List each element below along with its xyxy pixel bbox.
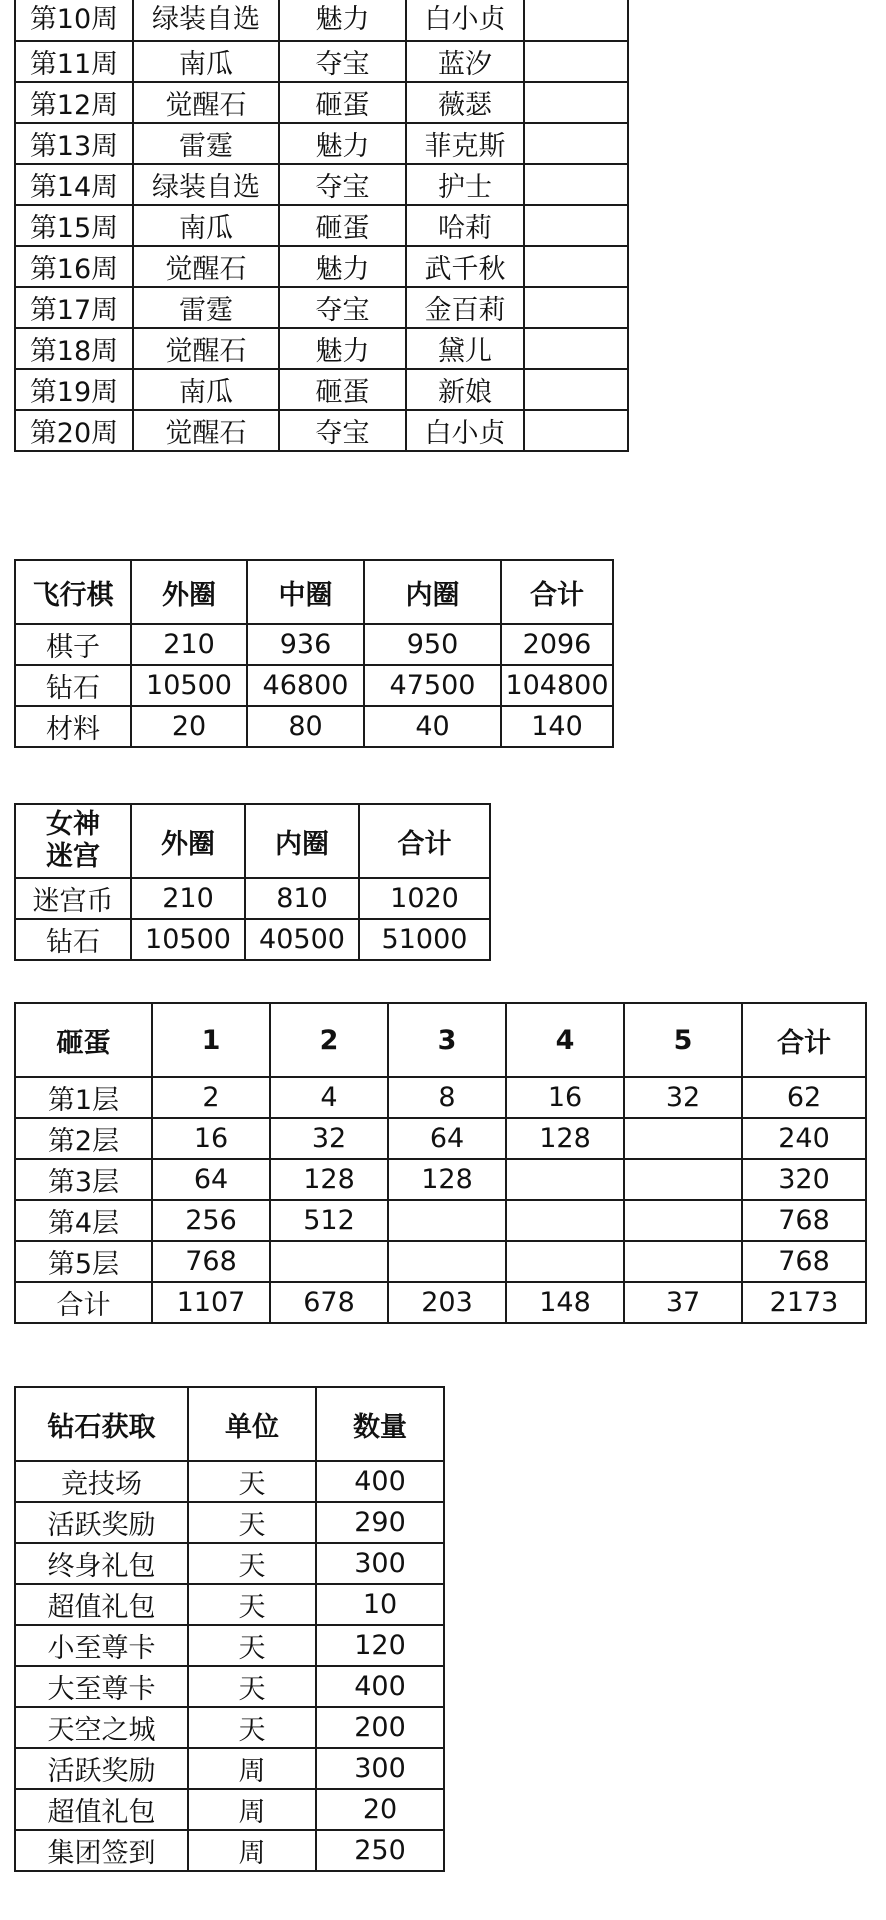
table-cell: 128	[506, 1118, 624, 1159]
table-cell: 觉醒石	[133, 82, 279, 123]
table-row	[15, 919, 490, 960]
table-row	[15, 123, 628, 164]
table-cell: 64	[388, 1118, 506, 1159]
table-row	[15, 246, 628, 287]
table-cell: 第1层	[15, 1077, 152, 1118]
table-cell: 936	[247, 624, 364, 665]
table-cell	[506, 1159, 624, 1200]
table-row	[15, 41, 628, 82]
table-cell: 第18周	[15, 328, 133, 369]
table-cell: 夺宝	[279, 410, 406, 451]
table-cell: 第14周	[15, 164, 133, 205]
table-cell: 活跃奖励	[15, 1748, 188, 1789]
table-row	[15, 1502, 444, 1543]
table-row	[15, 1282, 866, 1323]
table-cell: 觉醒石	[133, 410, 279, 451]
table-cell: 棋子	[15, 624, 131, 665]
table-cell: 第5层	[15, 1241, 152, 1282]
table-row	[15, 1118, 866, 1159]
table-cell: 绿装自选	[133, 0, 279, 41]
table-cell: 46800	[247, 665, 364, 706]
table-cell: 天	[188, 1666, 316, 1707]
table-cell: 40500	[245, 919, 359, 960]
table-cell: 256	[152, 1200, 270, 1241]
table-cell: 140	[501, 706, 613, 747]
table-cell: 天空之城	[15, 1707, 188, 1748]
table-cell: 绿装自选	[133, 164, 279, 205]
header-cell: 4	[506, 1003, 624, 1077]
table-cell: 天	[188, 1584, 316, 1625]
header-cell: 钻石获取	[15, 1387, 188, 1461]
table-cell: 超值礼包	[15, 1789, 188, 1830]
table-cell: 400	[316, 1461, 444, 1502]
table-cell: 第4层	[15, 1200, 152, 1241]
table-cell: 哈莉	[406, 205, 524, 246]
table-row	[15, 706, 613, 747]
table-row	[15, 1830, 444, 1871]
table-row	[15, 665, 613, 706]
table-cell	[388, 1200, 506, 1241]
table-cell: 32	[270, 1118, 388, 1159]
table-cell	[524, 164, 628, 205]
table-cell: 203	[388, 1282, 506, 1323]
table-cell: 薇瑟	[406, 82, 524, 123]
table-row	[15, 1077, 866, 1118]
table-cell	[388, 1241, 506, 1282]
table-cell: 魅力	[279, 328, 406, 369]
table-row	[15, 1200, 866, 1241]
table-row	[15, 1748, 444, 1789]
table-cell: 新娘	[406, 369, 524, 410]
header-cell: 1	[152, 1003, 270, 1077]
table-cell: 雷霆	[133, 287, 279, 328]
table-cell	[524, 246, 628, 287]
table-cell	[506, 1241, 624, 1282]
table-cell	[624, 1118, 742, 1159]
header-cell: 5	[624, 1003, 742, 1077]
table-cell: 8	[388, 1077, 506, 1118]
table-cell: 37	[624, 1282, 742, 1323]
table-cell	[524, 287, 628, 328]
table-header-row	[15, 804, 490, 878]
table-cell: 护士	[406, 164, 524, 205]
table-row	[15, 1159, 866, 1200]
table-cell: 材料	[15, 706, 131, 747]
table-cell: 62	[742, 1077, 866, 1118]
table-cell: 2173	[742, 1282, 866, 1323]
table-cell: 白小贞	[406, 0, 524, 41]
table-cell: 天	[188, 1461, 316, 1502]
table-cell: 合计	[15, 1282, 152, 1323]
table-cell: 天	[188, 1707, 316, 1748]
table-header-row	[15, 1003, 866, 1077]
header-cell: 内圈	[245, 804, 359, 878]
table-cell: 夺宝	[279, 164, 406, 205]
table-cell: 240	[742, 1118, 866, 1159]
table-cell: 16	[152, 1118, 270, 1159]
table-cell: 1020	[359, 878, 490, 919]
table-cell: 20	[131, 706, 247, 747]
table-cell: 400	[316, 1666, 444, 1707]
table-cell: 钻石	[15, 919, 131, 960]
table-cell: 210	[131, 878, 245, 919]
table-cell: 菲克斯	[406, 123, 524, 164]
table-cell: 678	[270, 1282, 388, 1323]
table-cell: 砸蛋	[279, 205, 406, 246]
table-cell: 第15周	[15, 205, 133, 246]
table-cell: 128	[388, 1159, 506, 1200]
table-row	[15, 0, 628, 41]
table-cell: 512	[270, 1200, 388, 1241]
table-cell: 64	[152, 1159, 270, 1200]
table-cell: 290	[316, 1502, 444, 1543]
table-cell: 32	[624, 1077, 742, 1118]
table-cell: 白小贞	[406, 410, 524, 451]
table-cell	[524, 410, 628, 451]
diamond-sources-table	[14, 1386, 445, 1872]
weekly-schedule-table	[14, 0, 629, 452]
table-cell: 钻石	[15, 665, 131, 706]
table-cell: 第17周	[15, 287, 133, 328]
header-cell: 2	[270, 1003, 388, 1077]
header-cell: 中圈	[247, 560, 364, 624]
table-cell: 2096	[501, 624, 613, 665]
table-cell: 第13周	[15, 123, 133, 164]
table-cell: 10500	[131, 665, 247, 706]
table-cell: 周	[188, 1748, 316, 1789]
header-cell: 女神 迷宫	[15, 804, 131, 878]
table-cell: 觉醒石	[133, 328, 279, 369]
table-cell: 120	[316, 1625, 444, 1666]
table-cell: 148	[506, 1282, 624, 1323]
table-cell: 南瓜	[133, 205, 279, 246]
table-cell: 40	[364, 706, 501, 747]
egg-smash-table	[14, 1002, 867, 1324]
table-cell: 第12周	[15, 82, 133, 123]
table-cell: 砸蛋	[279, 82, 406, 123]
table-cell: 第2层	[15, 1118, 152, 1159]
table-cell: 16	[506, 1077, 624, 1118]
table-cell: 砸蛋	[279, 369, 406, 410]
flight-chess-table	[14, 559, 614, 748]
table-cell: 第16周	[15, 246, 133, 287]
table-cell: 20	[316, 1789, 444, 1830]
table-header-row	[15, 1387, 444, 1461]
table-cell	[524, 369, 628, 410]
table-cell: 300	[316, 1543, 444, 1584]
table-cell: 第3层	[15, 1159, 152, 1200]
table-cell	[524, 82, 628, 123]
table-cell: 第10周	[15, 0, 133, 41]
header-cell: 合计	[501, 560, 613, 624]
table-row	[15, 1707, 444, 1748]
table-cell: 768	[742, 1241, 866, 1282]
table-cell: 128	[270, 1159, 388, 1200]
table-row	[15, 1666, 444, 1707]
table-cell: 迷宫币	[15, 878, 131, 919]
table-cell: 第20周	[15, 410, 133, 451]
table-cell: 武千秋	[406, 246, 524, 287]
table-cell: 47500	[364, 665, 501, 706]
table-row	[15, 1584, 444, 1625]
table-cell: 夺宝	[279, 287, 406, 328]
table-cell: 集团签到	[15, 1830, 188, 1871]
header-cell: 飞行棋	[15, 560, 131, 624]
table-row	[15, 164, 628, 205]
table-cell: 80	[247, 706, 364, 747]
table-cell	[270, 1241, 388, 1282]
table-cell: 天	[188, 1543, 316, 1584]
table-cell	[624, 1200, 742, 1241]
table-cell: 天	[188, 1625, 316, 1666]
table-cell: 第11周	[15, 41, 133, 82]
table-row	[15, 328, 628, 369]
table-cell: 活跃奖励	[15, 1502, 188, 1543]
table-cell: 300	[316, 1748, 444, 1789]
table-cell: 南瓜	[133, 369, 279, 410]
table-cell	[624, 1159, 742, 1200]
table-cell	[624, 1241, 742, 1282]
table-cell: 950	[364, 624, 501, 665]
table-row	[15, 287, 628, 328]
table-cell	[524, 328, 628, 369]
table-row	[15, 1543, 444, 1584]
header-cell: 3	[388, 1003, 506, 1077]
table-cell	[506, 1200, 624, 1241]
header-cell: 内圈	[364, 560, 501, 624]
table-cell: 天	[188, 1502, 316, 1543]
table-cell: 2	[152, 1077, 270, 1118]
header-cell: 外圈	[131, 804, 245, 878]
table-cell: 周	[188, 1830, 316, 1871]
table-cell: 超值礼包	[15, 1584, 188, 1625]
table-cell: 10	[316, 1584, 444, 1625]
table-cell: 320	[742, 1159, 866, 1200]
table-cell: 大至尊卡	[15, 1666, 188, 1707]
table-row	[15, 1241, 866, 1282]
table-cell: 51000	[359, 919, 490, 960]
table-cell: 黛儿	[406, 328, 524, 369]
header-cell: 单位	[188, 1387, 316, 1461]
table-cell: 蓝汐	[406, 41, 524, 82]
header-cell: 合计	[742, 1003, 866, 1077]
table-cell	[524, 0, 628, 41]
table-cell: 竞技场	[15, 1461, 188, 1502]
table-cell	[524, 123, 628, 164]
table-cell: 4	[270, 1077, 388, 1118]
table-cell	[524, 205, 628, 246]
table-cell: 第19周	[15, 369, 133, 410]
table-row	[15, 1461, 444, 1502]
table-cell: 810	[245, 878, 359, 919]
table-header-row	[15, 560, 613, 624]
header-cell: 砸蛋	[15, 1003, 152, 1077]
table-row	[15, 369, 628, 410]
table-row	[15, 878, 490, 919]
table-cell: 200	[316, 1707, 444, 1748]
table-cell: 1107	[152, 1282, 270, 1323]
table-cell: 周	[188, 1789, 316, 1830]
table-row	[15, 1625, 444, 1666]
table-row	[15, 1789, 444, 1830]
goddess-maze-table	[14, 803, 491, 961]
table-row	[15, 410, 628, 451]
table-row	[15, 205, 628, 246]
table-cell: 768	[742, 1200, 866, 1241]
header-cell: 合计	[359, 804, 490, 878]
table-cell: 104800	[501, 665, 613, 706]
table-cell: 250	[316, 1830, 444, 1871]
table-cell: 南瓜	[133, 41, 279, 82]
header-cell: 数量	[316, 1387, 444, 1461]
table-cell: 210	[131, 624, 247, 665]
table-cell: 魅力	[279, 246, 406, 287]
table-cell: 10500	[131, 919, 245, 960]
table-cell: 夺宝	[279, 41, 406, 82]
table-row	[15, 82, 628, 123]
table-cell: 768	[152, 1241, 270, 1282]
table-cell: 魅力	[279, 0, 406, 41]
table-cell: 魅力	[279, 123, 406, 164]
table-row	[15, 624, 613, 665]
table-cell: 雷霆	[133, 123, 279, 164]
table-cell: 金百莉	[406, 287, 524, 328]
table-cell: 小至尊卡	[15, 1625, 188, 1666]
header-cell: 外圈	[131, 560, 247, 624]
table-cell: 觉醒石	[133, 246, 279, 287]
table-cell	[524, 41, 628, 82]
table-cell: 终身礼包	[15, 1543, 188, 1584]
